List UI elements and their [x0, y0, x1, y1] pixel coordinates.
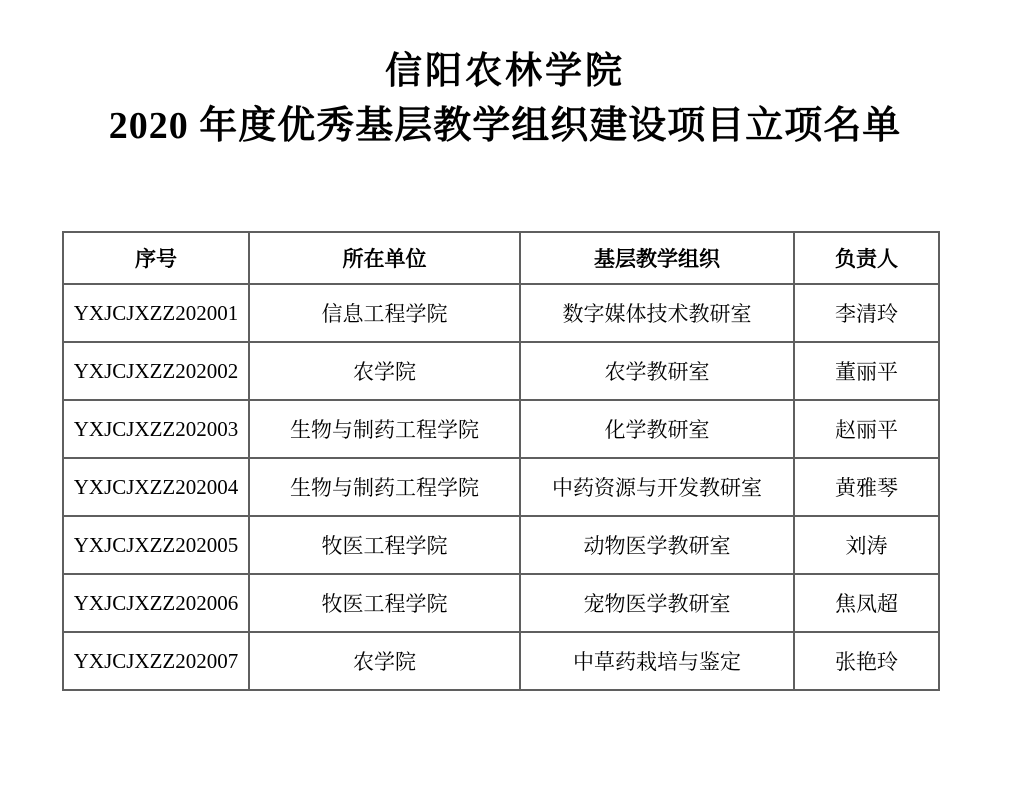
column-header-unit: 所在单位 — [249, 232, 520, 284]
document-subtitle: 2020 年度优秀基层教学组织建设项目立项名单 — [108, 105, 902, 147]
cell-leader: 张艳玲 — [794, 632, 939, 690]
cell-organization: 宠物医学教研室 — [520, 574, 794, 632]
project-list-table — [62, 231, 940, 691]
cell-serial: YXJCJXZZ202003 — [63, 400, 249, 458]
cell-organization: 中草药栽培与鉴定 — [520, 632, 794, 690]
cell-serial: YXJCJXZZ202006 — [63, 574, 249, 632]
cell-serial: YXJCJXZZ202004 — [63, 458, 249, 516]
cell-leader: 焦凤超 — [794, 574, 939, 632]
table-header-row — [63, 232, 939, 284]
cell-unit: 农学院 — [249, 632, 520, 690]
cell-serial: YXJCJXZZ202002 — [63, 342, 249, 400]
column-header-leader: 负责人 — [794, 232, 939, 284]
cell-serial: YXJCJXZZ202005 — [63, 516, 249, 574]
cell-leader: 赵丽平 — [794, 400, 939, 458]
table-row — [63, 458, 939, 516]
cell-organization: 数字媒体技术教研室 — [520, 284, 794, 342]
cell-serial: YXJCJXZZ202001 — [63, 284, 249, 342]
cell-unit: 牧医工程学院 — [249, 516, 520, 574]
column-header-organization: 基层教学组织 — [520, 232, 794, 284]
table-row — [63, 516, 939, 574]
cell-unit: 生物与制药工程学院 — [249, 458, 520, 516]
cell-organization: 动物医学教研室 — [520, 516, 794, 574]
cell-unit: 生物与制药工程学院 — [249, 400, 520, 458]
cell-leader: 董丽平 — [794, 342, 939, 400]
table-row — [63, 574, 939, 632]
table-row — [63, 284, 939, 342]
cell-unit: 农学院 — [249, 342, 520, 400]
cell-leader: 刘涛 — [794, 516, 939, 574]
cell-leader: 黄雅琴 — [794, 458, 939, 516]
document-title: 信阳农林学院 — [385, 51, 625, 92]
cell-serial: YXJCJXZZ202007 — [63, 632, 249, 690]
cell-unit: 牧医工程学院 — [249, 574, 520, 632]
table-row — [63, 400, 939, 458]
column-header-serial: 序号 — [63, 232, 249, 284]
table-row — [63, 342, 939, 400]
cell-organization: 农学教研室 — [520, 342, 794, 400]
cell-leader: 李清玲 — [794, 284, 939, 342]
cell-organization: 化学教研室 — [520, 400, 794, 458]
cell-unit: 信息工程学院 — [249, 284, 520, 342]
cell-organization: 中药资源与开发教研室 — [520, 458, 794, 516]
table-row — [63, 632, 939, 690]
